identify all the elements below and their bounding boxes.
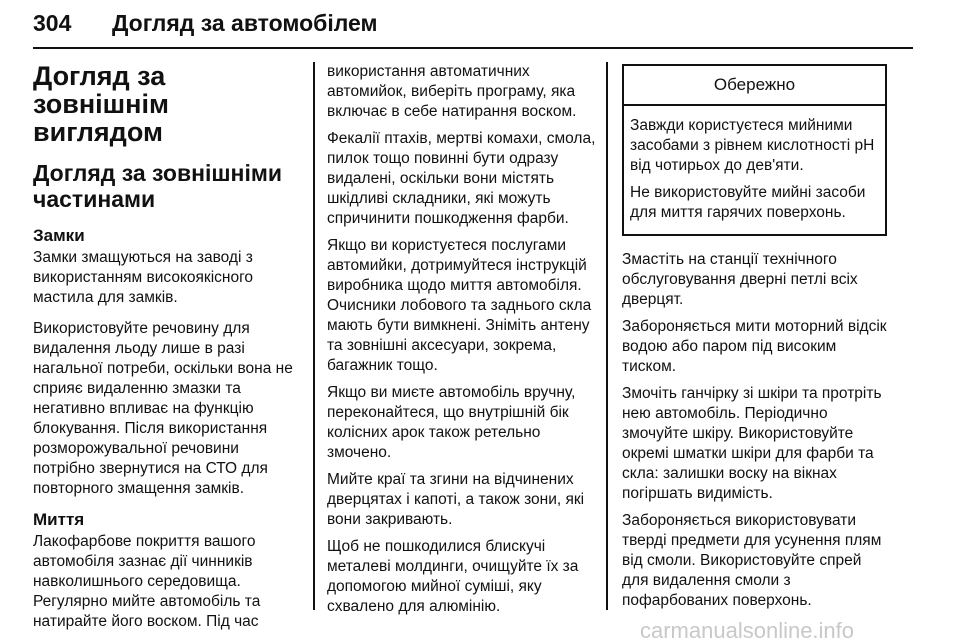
col3-paragraph-1: Змастіть на станції технічного обслуговування дверні петлі всіх дверцят. <box>622 251 858 308</box>
col2-paragraph-3: Якщо ви користуєтеся послугами автомийки, дотримуйтеся інструкцій виробника щодо миття автомобіля. Очисники лобового та заднього скла мають бути вимкнені. Зніміть антену та зовнішні аксесуари, зокрема, багажник тощо. <box>327 237 592 374</box>
column-divider-2 <box>606 62 608 610</box>
column-2 <box>327 62 597 624</box>
washing-paragraph-1: Лакофарбове покриття вашого автомобіля зазнає дії чинників навколишнього середовища. Регулярно мийте автомобіль та натирайте його воском. Під час <box>33 533 261 630</box>
col2-paragraph-5: Мийте краї та згини на відчинених дверцятах і капоті, а також зони, які вони закривають. <box>327 471 585 528</box>
running-title: Догляд за автомобілем <box>112 10 378 36</box>
caution-box <box>622 64 887 236</box>
column-3 <box>622 62 887 618</box>
col2-paragraph-2: Фекалії птахів, мертві комахи, смола, пилок тощо повинні бути одразу видалені, оскільки вони містять шкідливі складники, які можуть спричинити пошкодження фарби. <box>327 130 596 227</box>
header-rule <box>33 47 913 49</box>
page-number: 304 <box>33 10 72 36</box>
locks-paragraph-2: Використовуйте речовину для видалення льоду лише в разі нагальної потреби, оскільки вона не сприяє видаленню змазки та негативно впливає на функцію блокування. Після використання розморожувальної речовини потрібно звернутися на СТО для повторного змащення замків. <box>33 320 293 497</box>
col2-paragraph-6: Щоб не пошкодилися блискучі металеві молдинги, очищуйте їх за допомогою мийної суміші, яку схвалено для алюмінію. <box>327 538 579 615</box>
caution-body <box>624 106 885 234</box>
caution-title: Обережно <box>624 66 885 106</box>
washing-heading: Миття <box>33 510 85 529</box>
locks-paragraph-1: Замки змащуються на заводі з використанням високоякісного мастила для замків. <box>33 249 254 306</box>
column-1 <box>33 62 301 643</box>
col3-paragraph-4: Забороняється використовувати тверді предмети для усунення плям від смоли. Використовуйте спрей для видалення смоли з пофарбованих поверхонь. <box>622 512 882 609</box>
caution-paragraph-2: Не використовуйте мийні засоби для миття гарячих поверхонь. <box>630 184 866 221</box>
subsection-title: Догляд за зовнішніми частинами <box>33 160 282 212</box>
col3-paragraph-3: Змочіть ганчірку зі шкіри та протріть нею автомобіль. Періодично змочуйте шкіру. Використовуйте окремі шматки шкіри для фарби та скла: залишки воску на вікнах погіршать видимість. <box>622 385 882 502</box>
col2-paragraph-4: Якщо ви миєте автомобіль вручну, переконайтеся, що внутрішній бік колісних арок також ретельно змочено. <box>327 384 576 461</box>
col2-paragraph-1: використання автоматичних автомийок, виберіть програму, яка включає в себе натирання воском. <box>327 63 577 120</box>
caution-paragraph-1: Завжди користуєтеся мийними засобами з рівнем кислотності рН від чотирьох до дев'яти. <box>630 117 875 174</box>
column-divider-1 <box>313 62 315 610</box>
locks-heading: Замки <box>33 226 85 245</box>
section-title: Догляд за зовнішнім виглядом <box>33 61 169 147</box>
watermark: carmanualsonline.info <box>640 618 855 643</box>
col3-paragraph-2: Забороняється мити моторний відсік водою або паром під високим тиском. <box>622 318 887 375</box>
